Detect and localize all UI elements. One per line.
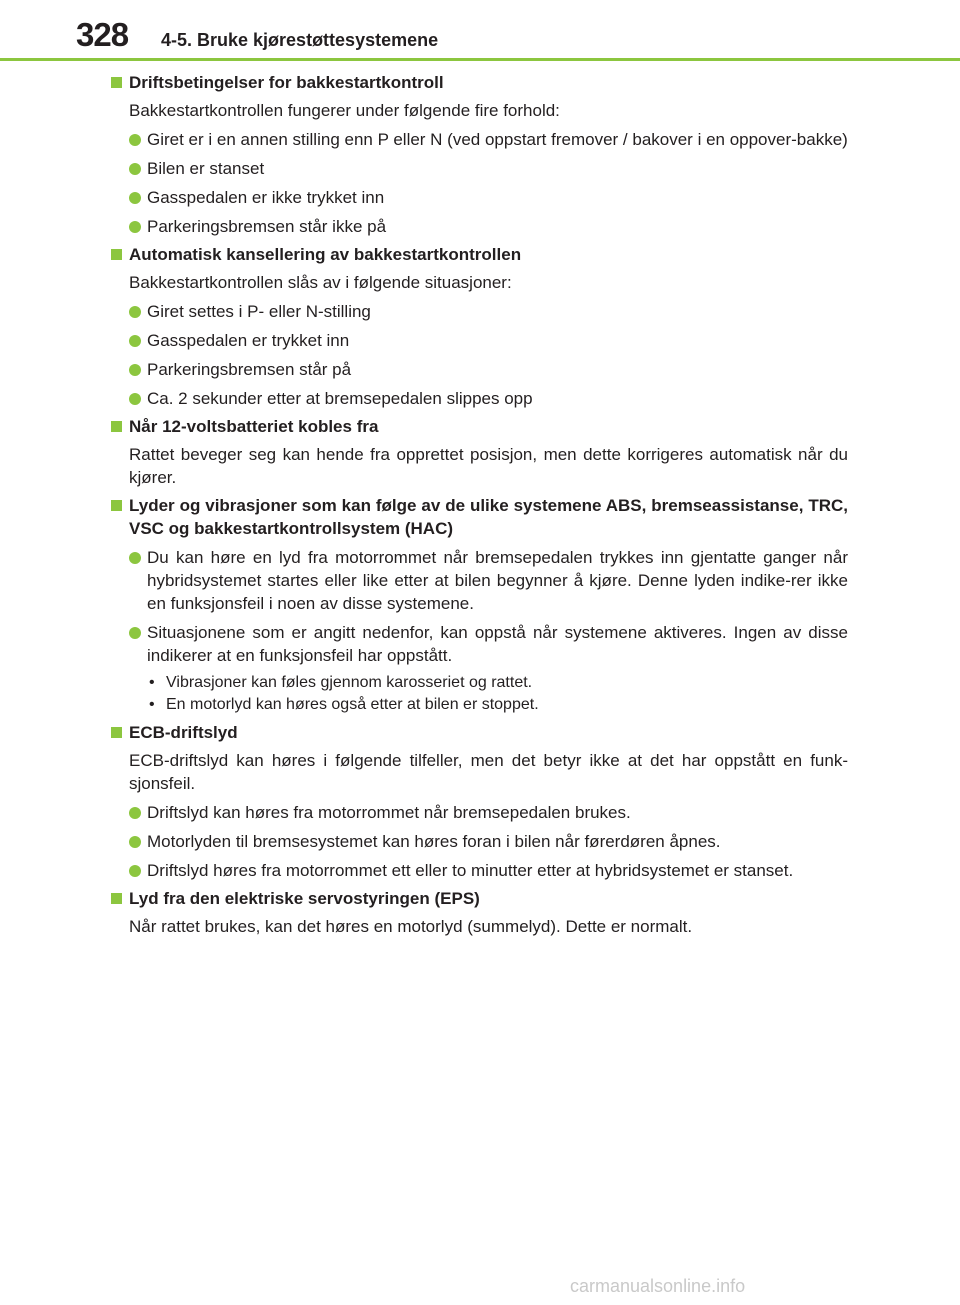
section-intro: Når rattet brukes, kan det høres en motorlyd (summelyd). Dette er normalt.: [129, 917, 693, 936]
square-bullet-icon: [111, 249, 122, 260]
list-item-text: Situasjonene som er angitt nedenfor, kan oppstå når systemene aktiveres. Ingen av disse indikerer at en funksjonsfeil har oppstått.: [147, 623, 848, 665]
list-item-text: Ca. 2 sekunder etter at bremsepedalen slippes opp: [147, 389, 533, 408]
heading-text: Lyd fra den elektriske servostyringen (EPS): [129, 889, 480, 908]
sub-list-item: [147, 694, 848, 716]
sub-list: [108, 672, 848, 716]
square-bullet-icon: [111, 727, 122, 738]
section-intro: Bakkestartkontrollen slås av i følgende situasjoner:: [129, 273, 512, 292]
circle-bullet-icon: [129, 306, 141, 318]
list-item-text: Parkeringsbremsen står på: [147, 360, 352, 379]
square-bullet-icon: [111, 500, 122, 511]
sub-list-item: [147, 672, 848, 694]
circle-bullet-icon: [129, 364, 141, 376]
list-item-text: Gasspedalen er trykket inn: [147, 331, 350, 350]
list-item: [108, 546, 848, 615]
list-item-text: Du kan høre en lyd fra motorrommet når bremsepedalen trykkes inn gjentatte ganger når hybridsystemet startes eller like etter at bilen begynner å kjøre. Denne lyden indike-rer ikke en funksjonsfeil i noen av disse systemene.: [147, 548, 848, 613]
heading-text: Automatisk kansellering av bakkestartkontrollen: [129, 245, 522, 264]
circle-bullet-icon: [129, 393, 141, 405]
heading-text: ECB-driftslyd: [129, 723, 238, 742]
small-dot-icon: •: [149, 696, 155, 713]
list-item-text: Driftslyd høres fra motorrommet ett eller to minutter etter at hybridsystemet er stanset.: [147, 861, 794, 880]
section-heading: [108, 415, 848, 438]
sub-list-item-text: Vibrasjoner kan føles gjennom karosseriet og rattet.: [166, 674, 533, 691]
section-heading: [108, 721, 848, 744]
heading-text: Når 12-voltsbatteriet kobles fra: [129, 417, 379, 436]
section-intro: ECB-driftslyd kan høres i følgende tilfeller, men det betyr ikke at det har oppstått en funk-sjonsfeil.: [129, 751, 848, 793]
circle-bullet-icon: [129, 865, 141, 877]
watermark: carmanualsonline.info: [570, 1276, 746, 1296]
section-heading: [108, 887, 848, 910]
list-item: [108, 387, 848, 410]
square-bullet-icon: [111, 421, 122, 432]
circle-bullet-icon: [129, 552, 141, 564]
list-item-text: Bilen er stanset: [147, 159, 265, 178]
list-item: [108, 621, 848, 667]
list-item-text: Driftslyd kan høres fra motorrommet når bremsepedalen brukes.: [147, 803, 631, 822]
section-title: 4-5. Bruke kjørestøttesystemene: [161, 30, 439, 50]
list-item: [108, 801, 848, 824]
page-content: [108, 71, 848, 938]
header-rule: [0, 58, 960, 61]
circle-bullet-icon: [129, 807, 141, 819]
section-heading: [108, 71, 848, 94]
circle-bullet-icon: [129, 134, 141, 146]
heading-text: Lyder og vibrasjoner som kan følge av de ulike systemene ABS, bremseassistanse, TRC, VSC og bakkestartkontrollsystem (HAC): [129, 496, 848, 538]
circle-bullet-icon: [129, 163, 141, 175]
list-item: [108, 157, 848, 180]
section-heading: [108, 243, 848, 266]
list-item: [108, 859, 848, 882]
list-item: [108, 186, 848, 209]
circle-bullet-icon: [129, 192, 141, 204]
heading-text: Driftsbetingelser for bakkestartkontroll: [129, 73, 444, 92]
list-item-text: Parkeringsbremsen står ikke på: [147, 217, 387, 236]
page-header: [0, 0, 960, 62]
square-bullet-icon: [111, 893, 122, 904]
list-item: [108, 358, 848, 381]
list-item: [108, 830, 848, 853]
sub-list-item-text: En motorlyd kan høres også etter at bilen er stoppet.: [166, 696, 539, 713]
list-item-text: Gasspedalen er ikke trykket inn: [147, 188, 385, 207]
circle-bullet-icon: [129, 627, 141, 639]
section-intro: Rattet beveger seg kan hende fra opprettet posisjon, men dette korrigeres automatisk når du kjører.: [129, 445, 848, 487]
small-dot-icon: •: [149, 674, 155, 691]
section-intro: Bakkestartkontrollen fungerer under følgende fire forhold:: [129, 101, 560, 120]
page-number: 328: [76, 16, 129, 53]
list-item: [108, 128, 848, 151]
circle-bullet-icon: [129, 335, 141, 347]
list-item-text: Motorlyden til bremsesystemet kan høres foran i bilen når førerdøren åpnes.: [147, 832, 721, 851]
list-item-text: Giret settes i P- eller N-stilling: [147, 302, 371, 321]
list-item: [108, 329, 848, 352]
list-item: [108, 300, 848, 323]
section-heading: [108, 494, 848, 540]
square-bullet-icon: [111, 77, 122, 88]
list-item-text: Giret er i en annen stilling enn P eller N (ved oppstart fremover / bakover i en oppover-bakke): [147, 130, 848, 149]
circle-bullet-icon: [129, 221, 141, 233]
circle-bullet-icon: [129, 836, 141, 848]
list-item: [108, 215, 848, 238]
